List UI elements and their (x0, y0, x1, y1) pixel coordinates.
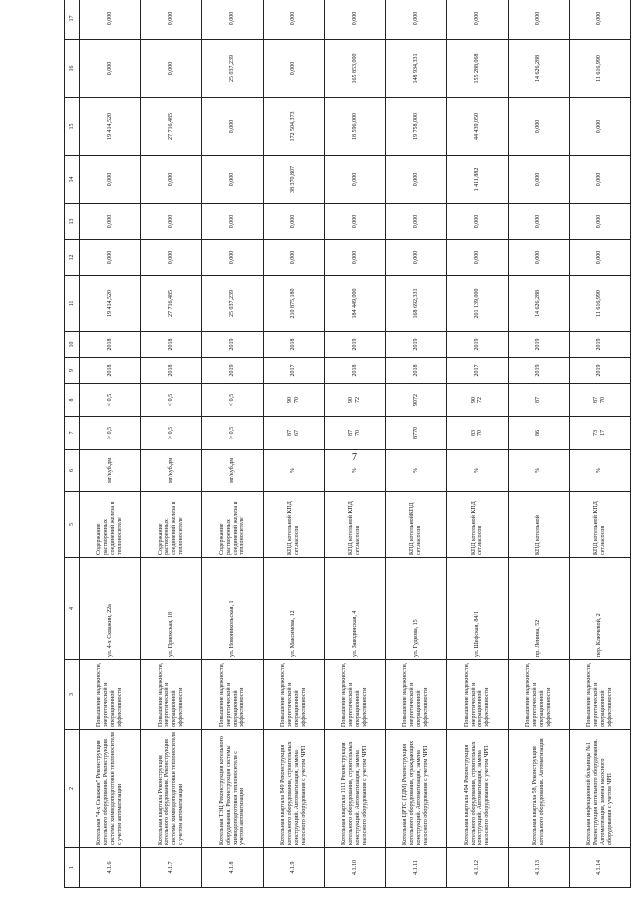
unit: мг/куб.дм (202, 450, 263, 492)
cost-col-17: 0,000 (447, 0, 508, 40)
column-header-11: 11 (65, 276, 80, 332)
year-end: 2019 (202, 332, 263, 358)
project-goal: Повышение надежности, энергетической и операционной эффективности (324, 660, 385, 730)
year-start: 2019 (202, 358, 263, 384)
cost-col-17: 0,000 (508, 0, 569, 40)
indicator: КПД котельнойКПД сет.насосов (386, 492, 447, 558)
address: пр. Ленина, 52 (508, 558, 569, 660)
project-name: Котельная квартала 494 Реконструкция котельного оборудования, строительных конструкций. Автоматизация, замена насосного оборудования с учетом ЧРП (447, 730, 508, 848)
indicator: КПД котельной КПД сет.насосов (447, 492, 508, 558)
unit: мг/куб.дм (141, 450, 202, 492)
cost-col-15: 0,000 (202, 98, 263, 156)
cost-col-17: 0,000 (263, 0, 324, 40)
cost-col-13: 0,000 (508, 204, 569, 240)
cost-col-17: 0,000 (202, 0, 263, 40)
address: ул. Гудкова, 15 (386, 558, 447, 660)
cost-col-16: 25 037,239 (202, 40, 263, 98)
year-end: 2018 (141, 332, 202, 358)
value-before: 8770 (386, 417, 447, 450)
total-cost: 11 616,990 (569, 276, 630, 332)
cost-col-14: 38 370,807 (263, 156, 324, 204)
item-number: 4.1.13 (508, 848, 569, 888)
project-goal: Повышение надежности, энергетической и операционной эффективности (263, 660, 324, 730)
year-start: 2018 (80, 358, 141, 384)
year-end: 2019 (386, 332, 447, 358)
address: ул. 4-х Скважин, 22а (80, 558, 141, 660)
year-end: 2019 (569, 332, 630, 358)
cost-col-14: 0,000 (324, 156, 385, 204)
cost-col-15: 0,000 (508, 98, 569, 156)
indicator: КПД котельной КПД сет.насосов (569, 492, 630, 558)
indicator: КПД котельной (508, 492, 569, 558)
cost-col-12: 0,000 (141, 240, 202, 276)
column-header-17: 17 (65, 0, 80, 40)
unit: % (508, 450, 569, 492)
total-cost: 168 692,331 (386, 276, 447, 332)
project-name: Котельная ЦРТС (ТДМ) Реконструкция котельного оборудования, ограждающих конструкций. Автоматизация, замена насосного оборудования с учетом ЧРП (386, 730, 447, 848)
project-name: Котельная квартала 849 Реконструкция котельного оборудования, строительных конструкций. Автоматизация, замена насосного оборудования с учетом ЧРП (263, 730, 324, 848)
cost-col-16: 148 934,331 (386, 40, 447, 98)
column-header-12: 12 (65, 240, 80, 276)
indicator: Содержание растворенных соединений железа в теплоносителе (80, 492, 141, 558)
value-before: 86 (508, 417, 569, 450)
item-number: 4.1.8 (202, 848, 263, 888)
cost-col-12: 0,000 (386, 240, 447, 276)
value-after: 87 70 (569, 384, 630, 417)
item-number: 4.1.10 (324, 848, 385, 888)
total-cost: 19 414,520 (80, 276, 141, 332)
column-header-13: 13 (65, 204, 80, 240)
year-start: 2018 (324, 358, 385, 384)
address: пер. Ключевой, 2 (569, 558, 630, 660)
project-goal: Повышение надежности, энергетической и операционной эффективности (447, 660, 508, 730)
indicator: КПД котельной КПД сет.насосов (324, 492, 385, 558)
indicator: Содержание растворенных соединений железа в теплоносителе (141, 492, 202, 558)
column-header-5: 5 (65, 492, 80, 558)
table-row (202, 0, 263, 888)
cost-col-14: 0,000 (80, 156, 141, 204)
project-name: Котельная ТЭЦ Реконструкция котельного оборудования. Реконструкция системы химводоподготовки теплоносителя с учетом автоматизации (202, 730, 263, 848)
cost-col-16: 0,000 (263, 40, 324, 98)
cost-col-15: 172 504,373 (263, 98, 324, 156)
indicator: Содержание растворенных соединений железа в теплоносителе (202, 492, 263, 558)
cost-col-16: 11 616,990 (569, 40, 630, 98)
column-header-3: 3 (65, 660, 80, 730)
value-after: < 0,5 (80, 384, 141, 417)
project-goal: Повышение надежности, энергетической и операционной эффективности (80, 660, 141, 730)
cost-col-16: 165 853,000 (324, 40, 385, 98)
unit: % (447, 450, 508, 492)
value-after: 9072 (386, 384, 447, 417)
total-cost: 27 716,485 (141, 276, 202, 332)
project-goal: Повышение надежности, энергетической и операционной эффективности (202, 660, 263, 730)
cost-col-13: 0,000 (202, 204, 263, 240)
item-number: 4.1.14 (569, 848, 630, 888)
column-header-7: 7 (65, 417, 80, 450)
project-goal: Повышение надежности, энергетической и операционной эффективности (386, 660, 447, 730)
value-after: 90 72 (324, 384, 385, 417)
cost-col-14: 0,000 (141, 156, 202, 204)
value-before: > 0,5 (80, 417, 141, 450)
project-name: Котельная квартала Реконструкция котельного оборудования. Реконструкция системы химводоподготовки теплоносителя с учетом автоматизации (141, 730, 202, 848)
project-goal: Повышение надежности, энергетической и операционной эффективности (508, 660, 569, 730)
value-after: < 0,5 (141, 384, 202, 417)
item-number: 4.1.9 (263, 848, 324, 888)
column-header-16: 16 (65, 40, 80, 98)
project-name: Котельная "4-х Скважин" Реконструкция котельного оборудования. Реконструкция системы химводоподготовки теплоносителя с учетом автоматизации (80, 730, 141, 848)
column-header-6: 6 (65, 450, 80, 492)
cost-col-15: 0,000 (569, 98, 630, 156)
table-row (324, 0, 385, 888)
cost-col-13: 0,000 (386, 204, 447, 240)
year-start: 2017 (447, 358, 508, 384)
column-header-15: 15 (65, 98, 80, 156)
table-row (263, 0, 324, 888)
item-number: 4.1.7 (141, 848, 202, 888)
column-header-1: 1 (65, 848, 80, 888)
year-start: 2019 (569, 358, 630, 384)
cost-col-15: 27 716,485 (141, 98, 202, 156)
address: ул. Шефская, 84/1 (447, 558, 508, 660)
table-row (141, 0, 202, 888)
unit: % (324, 450, 385, 492)
project-name: Котельная квартала 58, Реконструкция котельного оборудования. Автоматизация (508, 730, 569, 848)
cost-col-12: 0,000 (447, 240, 508, 276)
table-row (508, 0, 569, 888)
column-header-14: 14 (65, 156, 80, 204)
value-before: 87 67 (263, 417, 324, 450)
total-cost: 25 037,239 (202, 276, 263, 332)
year-end: 2019 (324, 332, 385, 358)
value-after: 90 72 (447, 384, 508, 417)
address: ул. Новоникольская, 1 (202, 558, 263, 660)
column-header-8: 8 (65, 384, 80, 417)
cost-col-16: 14 626,288 (508, 40, 569, 98)
cost-col-13: 0,000 (141, 204, 202, 240)
cost-col-17: 0,000 (386, 0, 447, 40)
value-before: 83 70 (447, 417, 508, 450)
address: ул. Приокская, 18 (141, 558, 202, 660)
rotated-table-container (64, 11, 631, 888)
cost-col-16: 0,000 (80, 40, 141, 98)
item-number: 4.1.11 (386, 848, 447, 888)
total-cost: 201 139,000 (447, 276, 508, 332)
cost-col-15: 18 596,000 (324, 98, 385, 156)
cost-col-17: 0,000 (80, 0, 141, 40)
cost-col-13: 0,000 (569, 204, 630, 240)
year-end: 2019 (508, 332, 569, 358)
table-row (80, 0, 141, 888)
cost-col-12: 0,000 (202, 240, 263, 276)
cost-col-16: 0,000 (141, 40, 202, 98)
project-goal: Повышение надежности, энергетической и операционной эффективности (141, 660, 202, 730)
cost-col-15: 19 414,520 (80, 98, 141, 156)
project-name: Котельная инфекционной больницы №1 Реконструкция котельного оборудования. Автоматизация, замена насосного оборудования с учетом ЧРП (569, 730, 630, 848)
unit: % (386, 450, 447, 492)
page-number: 7 (352, 452, 357, 463)
project-name: Котельная квартала 1111 Реконструкция котельного оборудования, строительных конструкций. Автоматизация, замена насосного оборудования с учетом ЧРП (324, 730, 385, 848)
cost-col-15: 44 439,050 (447, 98, 508, 156)
column-header-2: 2 (65, 730, 80, 848)
year-end: 2018 (263, 332, 324, 358)
year-end: 2019 (447, 332, 508, 358)
value-before: > 0,5 (141, 417, 202, 450)
table-row (447, 0, 508, 888)
year-start: 2019 (508, 358, 569, 384)
cost-col-13: 0,000 (263, 204, 324, 240)
project-goal: Повышение надежности, энергетической и операционной эффективности (569, 660, 630, 730)
value-after: 87 (508, 384, 569, 417)
cost-col-14: 0,000 (569, 156, 630, 204)
cost-col-15: 19 758,000 (386, 98, 447, 156)
column-header-4: 4 (65, 558, 80, 660)
cost-col-12: 0,000 (324, 240, 385, 276)
cost-col-12: 0,000 (508, 240, 569, 276)
unit: % (569, 450, 630, 492)
total-cost: 184 449,000 (324, 276, 385, 332)
cost-col-13: 0,000 (447, 204, 508, 240)
cost-col-14: 0,000 (386, 156, 447, 204)
value-before: 73 17 (569, 417, 630, 450)
cost-col-17: 0,000 (569, 0, 630, 40)
total-cost: 14 626,288 (508, 276, 569, 332)
column-header-9: 9 (65, 358, 80, 384)
investment-table (64, 0, 631, 888)
cost-col-14: 0,000 (508, 156, 569, 204)
cost-col-12: 0,000 (263, 240, 324, 276)
total-cost: 210 875,180 (263, 276, 324, 332)
year-start: 2018 (141, 358, 202, 384)
year-start: 2017 (263, 358, 324, 384)
cost-col-17: 0,000 (141, 0, 202, 40)
cost-col-16: 155 288,068 (447, 40, 508, 98)
cost-col-14: 0,000 (202, 156, 263, 204)
table-row (569, 0, 630, 888)
value-before: > 0,5 (202, 417, 263, 450)
value-after: < 0,5 (202, 384, 263, 417)
value-after: 90 70 (263, 384, 324, 417)
header-row (65, 0, 80, 888)
cost-col-14: 1 411,882 (447, 156, 508, 204)
item-number: 4.1.12 (447, 848, 508, 888)
address: ул. Максимова, 12 (263, 558, 324, 660)
unit: мг/куб.дм (80, 450, 141, 492)
cost-col-13: 0,000 (324, 204, 385, 240)
column-header-10: 10 (65, 332, 80, 358)
value-before: 87 70 (324, 417, 385, 450)
table-row (386, 0, 447, 888)
year-start: 2018 (386, 358, 447, 384)
address: ул. Заводинская, 4 (324, 558, 385, 660)
cost-col-17: 0,000 (324, 0, 385, 40)
cost-col-12: 0,000 (80, 240, 141, 276)
item-number: 4.1.6 (80, 848, 141, 888)
unit: % (263, 450, 324, 492)
cost-col-13: 0,000 (80, 204, 141, 240)
year-end: 2018 (80, 332, 141, 358)
indicator: КПД котельной КПД сет.насосов (263, 492, 324, 558)
cost-col-12: 0,000 (569, 240, 630, 276)
